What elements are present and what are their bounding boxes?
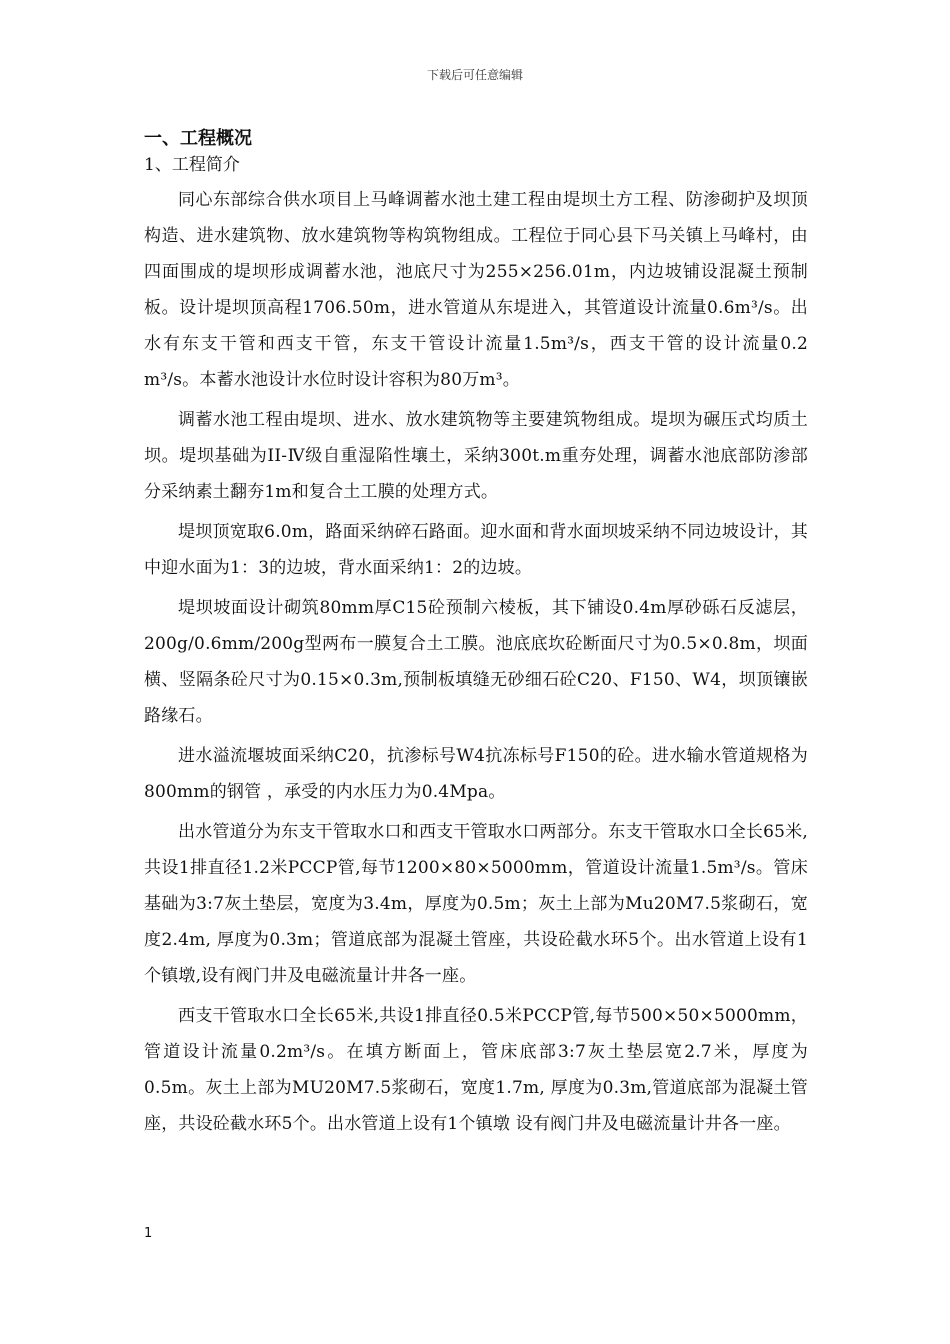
paragraph-composition: 调蓄水池工程由堤坝、进水、放水建筑物等主要建筑物组成。堤坝为碾压式均质土坝。堤坝基础为II-Ⅳ级自重湿陷性壤土，采纳300t.m重夯处理，调蓄水池底部防渗部分采纳素土翻夯1m和复合土工膜的处理方式。: [144, 410, 808, 502]
paragraph-slope: 堤坝坡面设计砌筑80mm厚C15砼预制六棱板，其下铺设0.4m厚砂砾石反滤层，200g/0.6mm/200g型两布一膜复合土工膜。池底底坎砼断面尺寸为0.5×0.8m，坝面横、竖隔条砼尺寸为0.15×0.3m,预制板填缝无砂细石砼C20、F150、W4，坝顶镶嵌路缘石。: [144, 598, 808, 726]
document-body: [144, 126, 808, 1142]
paragraph-crest: 堤坝顶宽取6.0m，路面采纳碎石路面。迎水面和背水面坝坡采纳不同边坡设计，其中迎水面为1：3的边坡，背水面采纳1：2的边坡。: [144, 522, 808, 578]
paragraph-inlet: 进水溢流堰坡面采纳C20，抗渗标号W4抗冻标号F150的砼。进水输水管道规格为800mm的钢管 ，承受的内水压力为0.4Mpa。: [144, 746, 808, 802]
paragraph-intro: 同心东部综合供水项目上马峰调蓄水池土建工程由堤坝土方工程、防渗砌护及坝顶构造、进水建筑物、放水建筑物等构筑物组成。工程位于同心县下马关镇上马峰村，由四面围成的堤坝形成调蓄水池，池底尺寸为255×256.01m，内边坡铺设混凝土预制板。设计堤坝顶高程1706.50m，进水管道从东堤进入，其管道设计流量0.6m³/s。出水有东支干管和西支干管，东支干管设计流量1.5m³/s，西支干管的设计流量0.2 m³/s。本蓄水池设计水位时设计容积为80万m³。: [144, 190, 808, 390]
page-number: 1: [144, 1226, 153, 1241]
section-title: 一、工程概况: [144, 128, 252, 149]
header-note: 下载后可任意编辑: [426, 68, 523, 82]
paragraph-east-outlet: 出水管道分为东支干管取水口和西支干管取水口两部分。东支干管取水口全长65米,共设1排直径1.2米PCCP管,每节1200×80×5000mm，管道设计流量1.5m³/s。管床基础为3:7灰土垫层，宽度为3.4m，厚度为0.5m；灰土上部为Mu20M7.5浆砌石，宽度2.4m, 厚度为0.3m；管道底部为混凝土管座，共设砼截水环5个。出水管道上设有1个镇墩,设有阀门井及电磁流量计井各一座。: [144, 822, 808, 986]
paragraph-west-outlet: 西支干管取水口全长65米,共设1排直径0.5米PCCP管,每节500×50×5000mm，管道设计流量0.2m³/s。在填方断面上，管床底部3:7灰土垫层宽2.7米，厚度为0.5m。灰土上部为MU20M7.5浆砌石，宽度1.7m, 厚度为0.3m,管道底部为混凝土管座，共设砼截水环5个。出水管道上设有1个镇墩 设有阀门井及电磁流量计井各一座。: [144, 1006, 808, 1134]
subsection-title: 1、工程简介: [144, 155, 240, 175]
